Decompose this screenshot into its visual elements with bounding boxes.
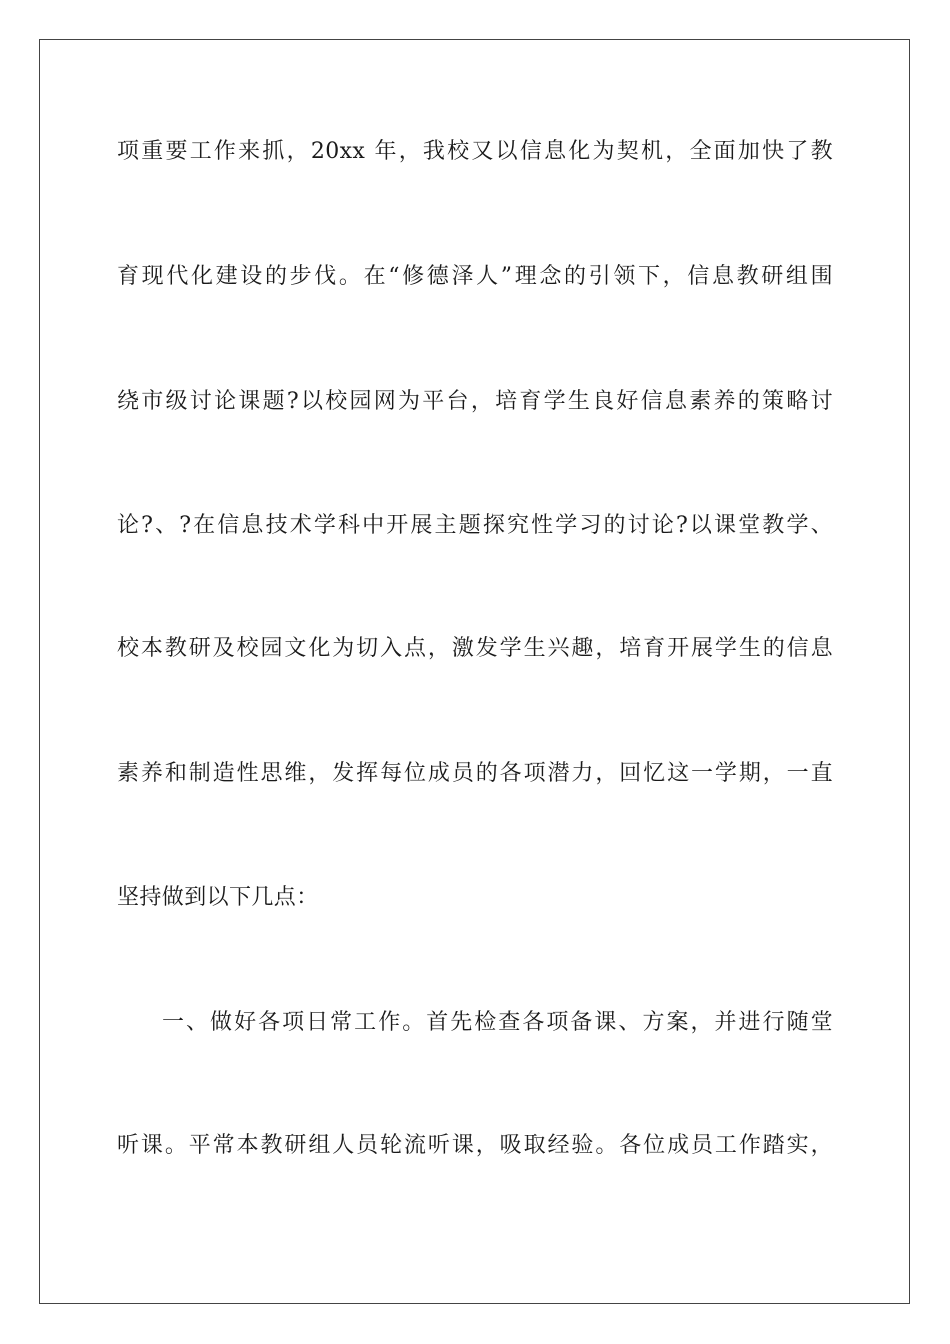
paragraph-line-9: 听课。平常本教研组人员轮流听课，吸取经验。各位成员工作踏实， (117, 1133, 833, 1158)
paragraph-line-3: 绕市级讨论课题?以校园网为平台，培育学生良好信息素养的策略讨 (117, 389, 833, 414)
paragraph-line-2: 育现代化建设的步伐。在“修德泽人”理念的引领下，信息教研组围 (117, 264, 833, 289)
page-border (39, 39, 910, 1304)
paragraph-line-6: 素养和制造性思维，发挥每位成员的各项潜力，回忆这一学期，一直 (117, 761, 833, 786)
paragraph-line-7: 坚持做到以下几点： (117, 885, 319, 910)
paragraph-line-1: 项重要工作来抓，20xx 年，我校又以信息化为契机，全面加快了教 (117, 139, 833, 164)
section-heading-line: 一、做好各项日常工作。首先检查各项备课、方案，并进行随堂 (162, 1010, 833, 1035)
paragraph-line-5: 校本教研及校园文化为切入点，激发学生兴趣，培育开展学生的信息 (117, 636, 833, 661)
paragraph-line-4: 论?、?在信息技术学科中开展主题探究性学习的讨论?以课堂教学、 (117, 513, 833, 538)
